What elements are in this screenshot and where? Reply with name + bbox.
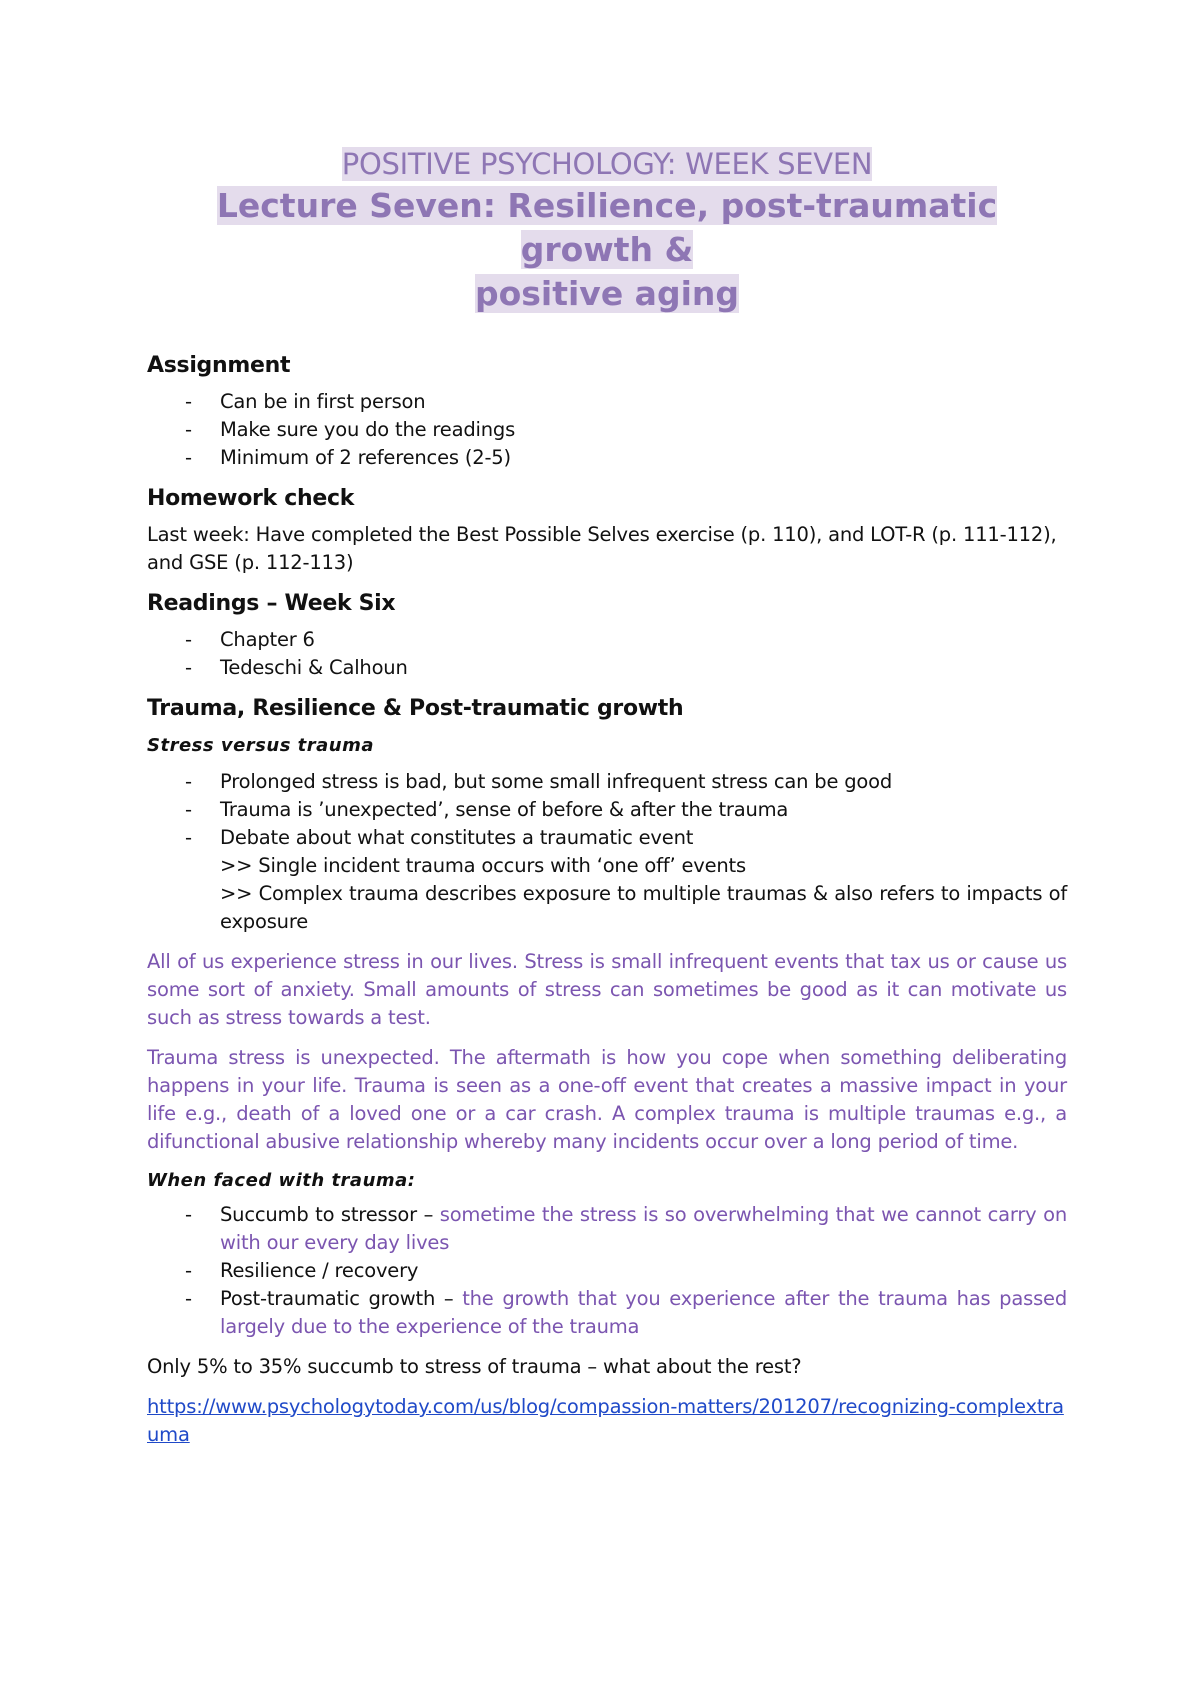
homework-heading: Homework check (147, 486, 355, 511)
lecture-title-line2: positive aging (474, 274, 740, 313)
stress-list (147, 768, 1067, 936)
list-item: - Resilience / recovery (147, 1257, 1067, 1285)
list-item: - Minimum of 2 references (2-5) (147, 444, 1067, 472)
list-item: - Chapter 6 (147, 626, 1067, 654)
course-title: POSITIVE PSYCHOLOGY: WEEK SEVEN (341, 147, 873, 181)
list-item: - Debate about what constitutes a traumatic event >> Single incident trauma occurs with ‘one off’ events >> Complex trauma describes exposure to multiple traumas & also refers to impacts of exposure (147, 824, 1067, 936)
homework-text: Last week: Have completed the Best Possible Selves exercise (p. 110), and LOT-R (p. 111-112), and GSE (p. 112-113) (147, 523, 1057, 574)
stress-subheading: Stress versus trauma (147, 735, 375, 756)
trauma-heading: Trauma, Resilience & Post-traumatic growth (147, 696, 684, 721)
title-block (147, 144, 1067, 316)
list-item: - Trauma is ’unexpected’, sense of before & after the trauma (147, 796, 1067, 824)
list-item: - Post-traumatic growth – the growth that you experience after the trauma has passed largely due to the experience of the trauma (147, 1285, 1067, 1341)
assignment-heading: Assignment (147, 353, 291, 378)
reference-link[interactable]: https://www.psychologytoday.com/us/blog/compassion-matters/201207/recognizing-complextrauma (147, 1395, 1064, 1446)
list-item: - Can be in first person (147, 388, 1067, 416)
faced-list (147, 1201, 1067, 1341)
conclusion-text: Only 5% to 35% succumb to stress of trauma – what about the rest? (147, 1355, 802, 1378)
sub-item: >> Single incident trauma occurs with ‘one off’ events (220, 854, 746, 877)
list-item: - Make sure you do the readings (147, 416, 1067, 444)
readings-heading: Readings – Week Six (147, 591, 396, 616)
assignment-list (147, 388, 1067, 472)
lecture-title-line1: Lecture Seven: Resilience, post-traumatic growth & (216, 186, 998, 269)
document-body (147, 144, 1067, 1449)
list-item: - Prolonged stress is bad, but some small infrequent stress can be good (147, 768, 1067, 796)
trauma-note: Trauma stress is unexpected. The aftermath is how you cope when something deliberating happens in your life. Trauma is seen as a one-off event that creates a massive impact in your life e.g., death of a loved one or a car crash. A complex trauma is multiple traumas e.g., a difunctional abusive relationship whereby many incidents occur over a long period of time. (147, 1046, 1067, 1153)
stress-note: All of us experience stress in our lives. Stress is small infrequent events that tax us or cause us some sort of anxiety. Small amounts of stress can sometimes be good as it can motivate us such as stress towards a test. (147, 950, 1067, 1029)
sub-item: >> Complex trauma describes exposure to multiple traumas & also refers to impacts of exposure (220, 882, 1067, 933)
list-item: - Tedeschi & Calhoun (147, 654, 1067, 682)
list-item: - Succumb to stressor – sometime the stress is so overwhelming that we cannot carry on with our every day lives (147, 1201, 1067, 1257)
faced-subheading: When faced with trauma: (147, 1170, 416, 1191)
readings-list (147, 626, 1067, 682)
